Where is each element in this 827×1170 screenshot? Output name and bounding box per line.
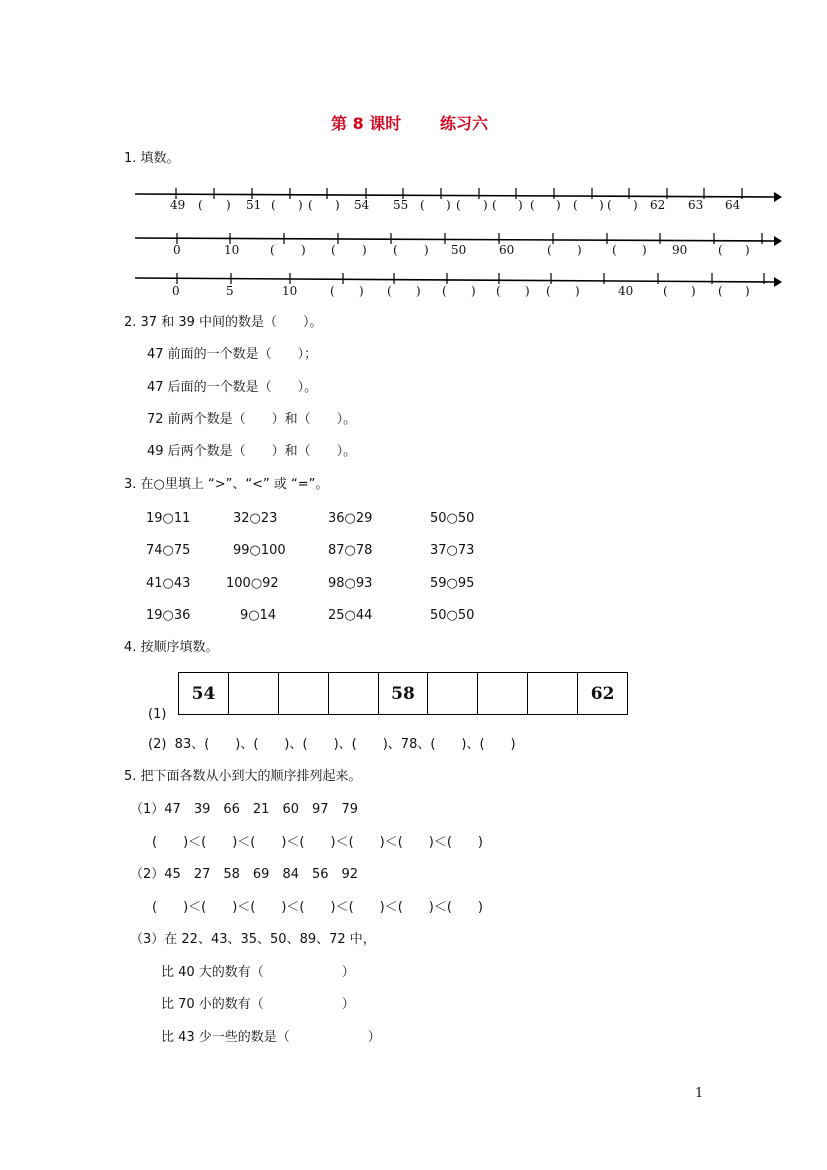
blank-paren: ( — [456, 198, 461, 212]
blank-paren: ) — [642, 243, 647, 257]
comparison-item[interactable]: 9○14 — [240, 608, 277, 623]
blank-paren: ) — [633, 198, 638, 212]
blank-paren: ( — [393, 243, 398, 257]
number-label: 10 — [282, 284, 298, 298]
blank-paren: ) — [446, 198, 451, 212]
blank-paren: ( — [270, 243, 275, 257]
blank-paren: ( — [442, 284, 447, 298]
comparison-item[interactable]: 36○29 — [328, 511, 373, 526]
blank-paren: ) — [362, 243, 367, 257]
blank-paren: ) — [518, 198, 523, 212]
q5-p3-line-1[interactable]: 比 40 大的数有（ ） — [161, 965, 355, 980]
blank-paren: ( — [331, 243, 336, 257]
blank-paren: ) — [745, 243, 750, 257]
sequence-table — [178, 672, 628, 715]
sequence-value: 58 — [391, 683, 415, 704]
q2-line-5: 49 后两个数是（ ）和（ ）。 — [147, 444, 357, 459]
blank-paren: ( — [420, 198, 425, 212]
blank-paren: ) — [599, 198, 604, 212]
blank-paren: ) — [298, 198, 303, 212]
blank-paren: ) — [556, 198, 561, 212]
comparison-item[interactable]: 50○50 — [430, 511, 475, 526]
comparison-item[interactable]: 98○93 — [328, 576, 373, 591]
blank-paren: ( — [546, 284, 551, 298]
comparison-item[interactable]: 37○73 — [430, 543, 475, 558]
blank-paren: ) — [226, 198, 231, 212]
blank-paren: ( — [271, 198, 276, 212]
blank-paren: ( — [663, 284, 668, 298]
number-label: 0 — [173, 243, 181, 257]
q3-heading: 3. 在○里填上 “>”、“<” 或 “=”。 — [124, 477, 329, 492]
comparison-item[interactable]: 100○92 — [226, 576, 279, 591]
blank-paren: ) — [359, 284, 364, 298]
blank-paren: ) — [424, 243, 429, 257]
number-label: 63 — [688, 198, 704, 212]
sequence-cell[interactable] — [279, 673, 329, 714]
lesson-number: 第 8 课时 — [331, 114, 402, 133]
sequence-cell[interactable] — [179, 673, 229, 714]
q2-line-1: 2. 37 和 39 中间的数是（ ）。 — [124, 315, 323, 330]
blank-paren: ( — [330, 284, 335, 298]
number-label: 55 — [393, 198, 409, 212]
blank-paren: ) — [416, 284, 421, 298]
number-label: 49 — [170, 198, 186, 212]
sequence-value: 62 — [590, 683, 615, 704]
blank-paren: ) — [525, 284, 530, 298]
blank-paren: ( — [547, 243, 552, 257]
q4-part2: (2) 83、( )、( )、( )、( )、78、( )、( ) — [148, 737, 516, 752]
comparison-item[interactable]: 25○44 — [328, 608, 373, 623]
number-label: 0 — [172, 284, 180, 298]
blank-paren: ( — [718, 284, 723, 298]
sequence-cell[interactable] — [528, 673, 578, 714]
number-label: 5 — [226, 284, 234, 298]
number-label: 54 — [354, 198, 370, 212]
number-label: 62 — [650, 198, 666, 212]
comparison-item[interactable]: 87○78 — [328, 543, 373, 558]
sequence-value: 54 — [191, 683, 216, 704]
blank-paren: ( — [718, 243, 723, 257]
q5-p1-numbers: （1）47 39 66 21 60 97 79 — [130, 802, 359, 817]
q5-p2-blanks[interactable]: ( )＜( )＜( )＜( )＜( )＜( )＜( ) — [152, 900, 484, 915]
blank-paren: ( — [496, 284, 501, 298]
sequence-cell[interactable] — [329, 673, 379, 714]
blank-paren: ) — [575, 284, 580, 298]
comparison-item[interactable]: 59○95 — [430, 576, 475, 591]
q4-part1-label: (1) — [148, 707, 167, 722]
comparison-item[interactable]: 19○11 — [146, 511, 191, 526]
number-label: 90 — [672, 243, 688, 257]
q2-line-4: 72 前两个数是（ ）和（ ）。 — [147, 412, 357, 427]
blank-paren: ( — [530, 198, 535, 212]
blank-paren: ) — [577, 243, 582, 257]
q2-line-2: 47 前面的一个数是（ ）； — [147, 347, 318, 362]
comparison-item[interactable]: 41○43 — [146, 576, 191, 591]
page-number: 1 — [695, 1086, 704, 1101]
number-label: 64 — [725, 198, 741, 212]
q5-p3-line-3[interactable]: 比 43 少一些的数是（ ） — [161, 1030, 381, 1045]
comparison-item[interactable]: 99○100 — [233, 543, 286, 558]
q4-heading: 4. 按顺序填数。 — [124, 640, 219, 655]
comparison-item[interactable]: 50○50 — [430, 608, 475, 623]
sequence-cell[interactable] — [428, 673, 478, 714]
number-label: 40 — [618, 284, 634, 298]
blank-paren: ( — [198, 198, 203, 212]
number-label: 60 — [499, 243, 515, 257]
page-title: 练习六 — [440, 114, 489, 133]
q2-line-3: 47 后面的一个数是（ ）。 — [147, 380, 318, 395]
sequence-cell[interactable] — [229, 673, 279, 714]
number-label: 50 — [451, 243, 467, 257]
sequence-cell[interactable] — [478, 673, 528, 714]
q5-p3-heading: （3）在 22、43、35、50、89、72 中， — [130, 932, 376, 947]
blank-paren: ( — [607, 198, 612, 212]
blank-paren: ) — [471, 284, 476, 298]
sequence-cell[interactable] — [578, 673, 627, 714]
q1-heading: 1. 填数。 — [124, 151, 180, 166]
blank-paren: ( — [612, 243, 617, 257]
number-label: 51 — [246, 198, 262, 212]
blank-paren: ) — [691, 284, 696, 298]
q5-heading: 5. 把下面各数从小到大的顺序排列起来。 — [124, 769, 362, 784]
q5-p2-numbers: （2）45 27 58 69 84 56 92 — [130, 867, 359, 882]
blank-paren: ( — [573, 198, 578, 212]
q5-p3-line-2[interactable]: 比 70 小的数有（ ） — [161, 997, 355, 1012]
sequence-cell[interactable] — [379, 673, 429, 714]
blank-paren: ) — [301, 243, 306, 257]
q5-p1-blanks[interactable]: ( )＜( )＜( )＜( )＜( )＜( )＜( ) — [152, 835, 484, 850]
number-line-1 — [0, 0, 827, 320]
comparison-item[interactable]: 19○36 — [146, 608, 191, 623]
blank-paren: ( — [492, 198, 497, 212]
blank-paren: ) — [335, 198, 340, 212]
comparison-item[interactable]: 32○23 — [233, 511, 278, 526]
number-label: 10 — [224, 243, 240, 257]
blank-paren: ) — [745, 284, 750, 298]
blank-paren: ) — [483, 198, 488, 212]
blank-paren: ( — [387, 284, 392, 298]
blank-paren: ( — [308, 198, 313, 212]
comparison-item[interactable]: 74○75 — [146, 543, 191, 558]
